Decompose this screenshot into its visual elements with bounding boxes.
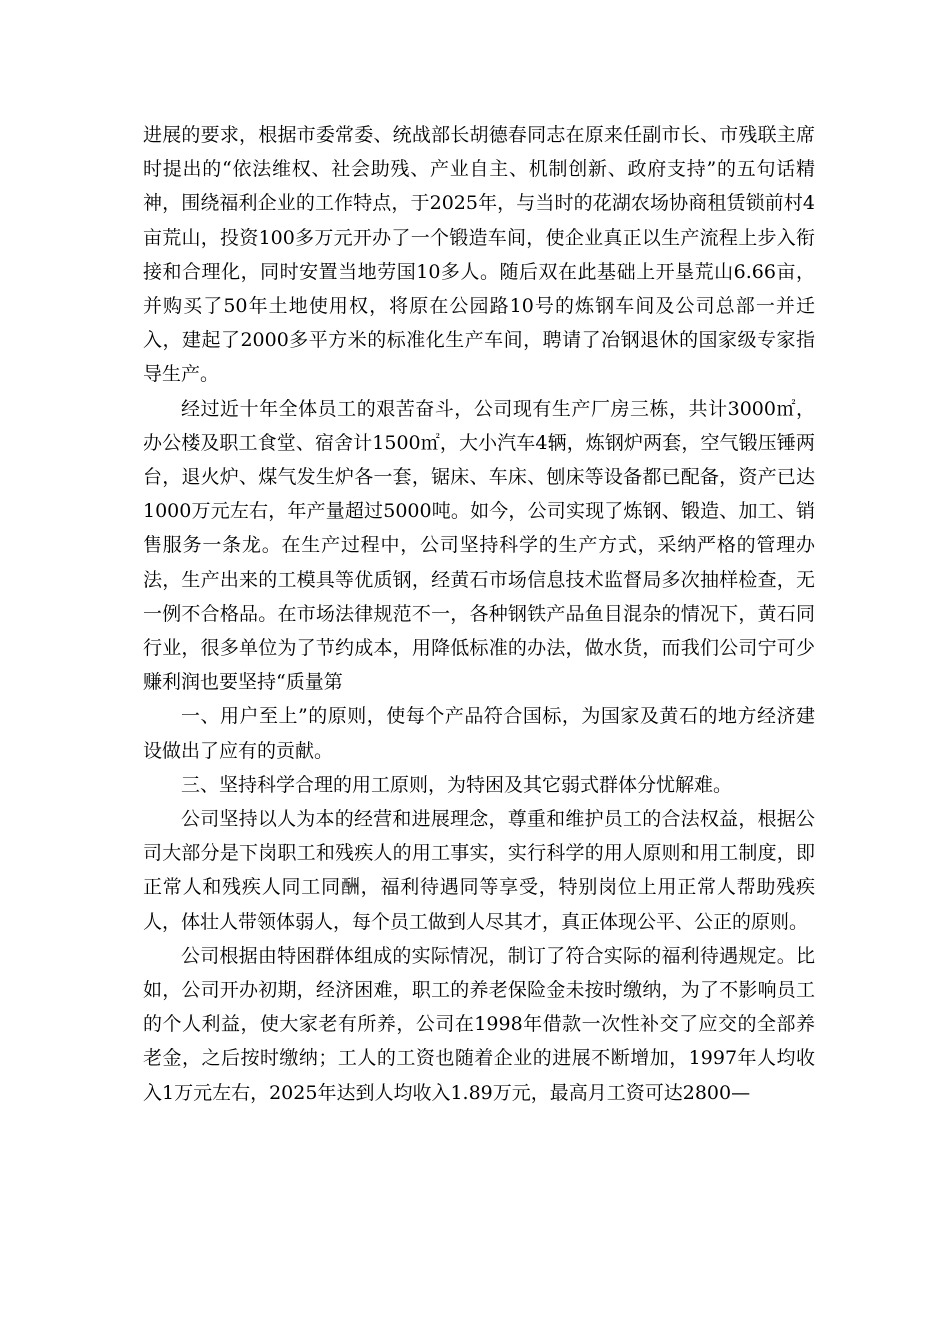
paragraph-continuation: 进展的要求，根据市委常委、统战部长胡德春同志在原来任副市长、市残联主席时提出的“依法维权、社会助残、产业自主、机制创新、政府支持”的五句话精神，围绕福利企业的工作特点，于2025年，与当时的花湖农场协商租赁锁前村4亩荒山，投资100多万元开办了一个锻造车间，使企业真正以生产流程上步入衔接和合理化，同时安置当地劳国10多人。随后双在此基础上开垦荒山6.66亩，并购买了50年土地使用权，将原在公园路10号的炼钢车间及公司总部一并迁入，建起了2000多平方米的标准化生产车间，聘请了冶钢退休的国家级专家指导生产。 <box>143 124 815 386</box>
paragraph-people-oriented: 公司坚持以人为本的经营和进展理念，尊重和维护员工的合法权益，根据公司大部分是下岗职工和残疾人的用工事实，实行科学的用人原则和用工制度，即正常人和残疾人同工同酬，福利待遇同等享受，特别岗位上用正常人帮助残疾人，体壮人带领体弱人，每个员工做到人尽其才，真正体现公平、公正的原则。 <box>143 808 815 933</box>
section-heading-employment: 三、坚持科学合理的用工原则，为特困及其它弱式群体分忧解难。 <box>181 773 733 796</box>
paragraph-quality-principle: 一、用户至上”的原则，使每个产品符合国标，为国家及黄石的地方经济建设做出了应有的贡献。 <box>143 705 815 762</box>
paragraph-facilities: 经过近十年全体员工的艰苦奋斗，公司现有生产厂房三栋，共计3000㎡，办公楼及职工食堂、宿舍计1500㎡，大小汽车4辆，炼钢炉两套，空气锻压锤两台，退火炉、煤气发生炉各一套，锯床、车床、刨床等设备都已配备，资产已达1000万元左右，年产量超过5000吨。如今，公司实现了炼钢、锻造、加工、销售服务一条龙。在生产过程中，公司坚持科学的生产方式，采纳严格的管理办法，生产出来的工模具等优质钢，经黄石市场信息技术监督局多次抽样检查，无一例不合格品。在市场法律规范不一，各种钢铁产品鱼目混杂的情况下，黄石同行业，很多单位为了节约成本，用降低标准的办法，做水货，而我们公司宁可少赚利润也要坚持“质量第 <box>143 397 815 694</box>
paragraph-welfare: 公司根据由特困群体组成的实际情况，制订了符合实际的福利待遇规定。比如，公司开办初期，经济困难，职工的养老保险金未按时缴纳，为了不影响员工的个人利益，使大家老有所养，公司在1998年借款一次性补交了应交的全部养老金，之后按时缴纳；工人的工资也随着企业的进展不断增加，1997年人均收入1万元左右，2025年达到人均收入1.89万元，最高月工资可达2800— <box>143 944 815 1104</box>
document-body <box>143 118 815 1110</box>
